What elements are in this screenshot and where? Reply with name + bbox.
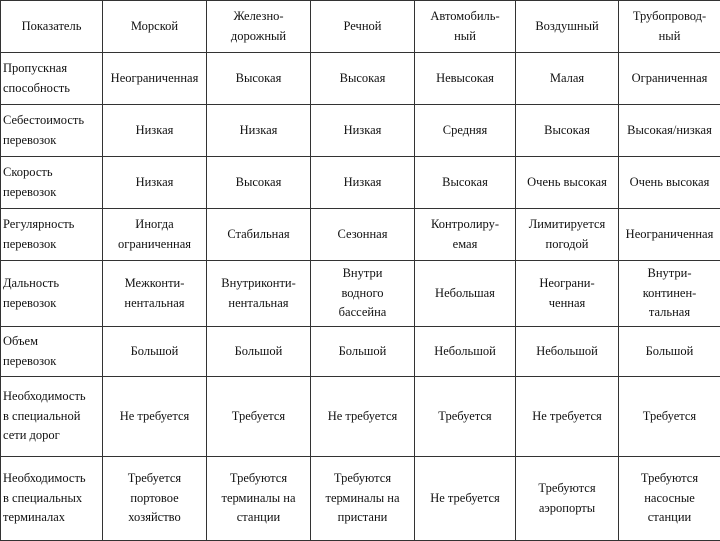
table-cell: Иногда ограниченная [103,209,207,261]
table-cell: Внутри водного бассейна [311,261,415,327]
table-cell: Высокая [207,53,311,105]
table-cell: Требуется [207,377,311,457]
table-cell: Контролиру- емая [415,209,516,261]
table-cell: Малая [516,53,619,105]
table-row [1,53,720,105]
row-label: Себестоимость перевозок [1,105,103,157]
table-cell: Не требуется [516,377,619,457]
table-cell: Небольшой [415,327,516,377]
header-cell-river: Речной [311,1,415,53]
row-label: Необходимость в специальных терминалах [1,457,103,541]
table-cell: Низкая [103,157,207,209]
table-cell: Высокая/низкая [619,105,720,157]
table-cell: Большой [619,327,720,377]
table-row [1,327,720,377]
row-label: Необходимость в специальной сети дорог [1,377,103,457]
header-cell-road: Автомобиль- ный [415,1,516,53]
table-row [1,457,720,541]
header-cell-indicator: Показатель [1,1,103,53]
table-cell: Межконти- нентальная [103,261,207,327]
table-cell: Требуется [619,377,720,457]
header-cell-air: Воздушный [516,1,619,53]
row-label: Регулярность перевозок [1,209,103,261]
table-cell: Требуются насосные станции [619,457,720,541]
table-cell: Низкая [103,105,207,157]
header-row [1,1,720,53]
header-cell-rail: Железно- дорожный [207,1,311,53]
table-row [1,377,720,457]
table-cell: Очень высокая [516,157,619,209]
table-cell: Стабильная [207,209,311,261]
row-label: Дальность перевозок [1,261,103,327]
table-cell: Средняя [415,105,516,157]
header-cell-pipeline: Трубопровод- ный [619,1,720,53]
table-cell: Внутриконти- нентальная [207,261,311,327]
table-cell: Большой [103,327,207,377]
table-cell: Небольшая [415,261,516,327]
table-row [1,261,720,327]
table-cell: Неограниченная [103,53,207,105]
table-cell: Требуются аэропорты [516,457,619,541]
table-row [1,157,720,209]
table-row [1,105,720,157]
table-cell: Высокая [516,105,619,157]
table-cell: Высокая [207,157,311,209]
table-cell: Большой [311,327,415,377]
table-cell: Большой [207,327,311,377]
table-cell: Очень высокая [619,157,720,209]
row-label: Скорость перевозок [1,157,103,209]
table-cell: Высокая [311,53,415,105]
table-cell: Сезонная [311,209,415,261]
table-cell: Низкая [207,105,311,157]
table-cell: Низкая [311,105,415,157]
table-cell: Требуется портовое хозяйство [103,457,207,541]
table-cell: Не требуется [415,457,516,541]
table-cell: Высокая [415,157,516,209]
table-cell: Внутри- континен- тальная [619,261,720,327]
header-cell-sea: Морской [103,1,207,53]
table-cell: Небольшой [516,327,619,377]
row-label: Объем перевозок [1,327,103,377]
table-cell: Невысокая [415,53,516,105]
table-cell: Требуются терминалы на пристани [311,457,415,541]
table-cell: Низкая [311,157,415,209]
row-label: Пропускная способность [1,53,103,105]
table-cell: Не требуется [103,377,207,457]
table-cell: Требуется [415,377,516,457]
table-cell: Не требуется [311,377,415,457]
table-cell: Неограниченная [619,209,720,261]
table-row [1,209,720,261]
table-cell: Неограни- ченная [516,261,619,327]
table-cell: Ограниченная [619,53,720,105]
table-cell: Лимитируется погодой [516,209,619,261]
table-cell: Требуются терминалы на станции [207,457,311,541]
